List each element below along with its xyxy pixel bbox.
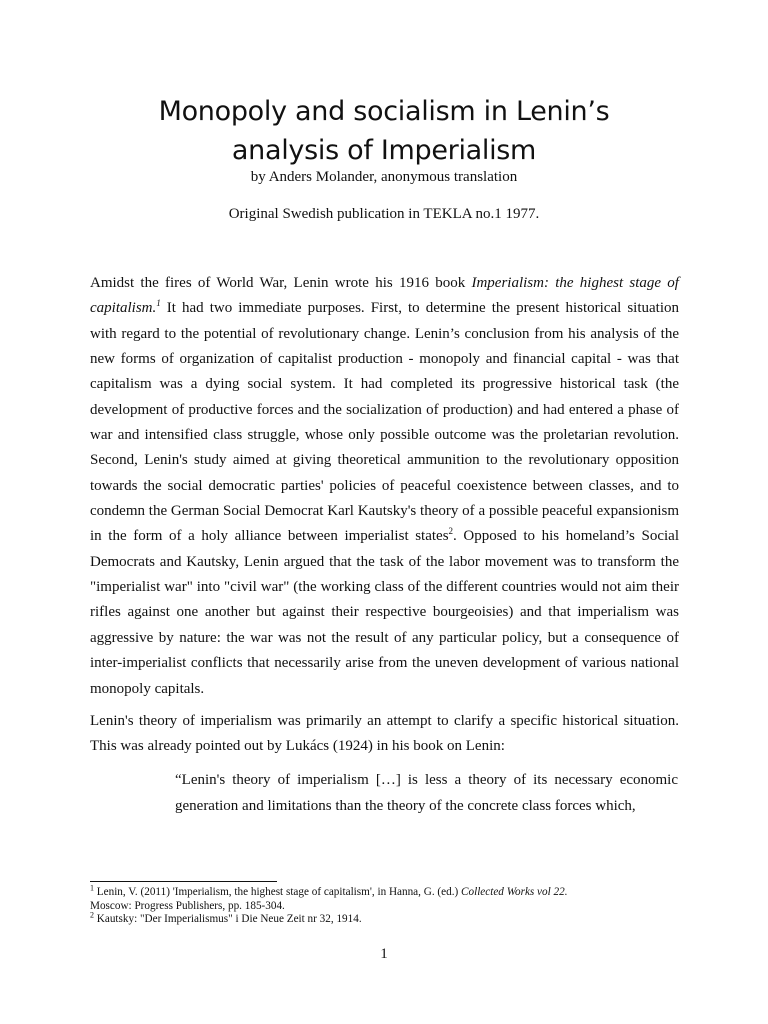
footnote-separator [90, 881, 277, 882]
page-number: 1 [380, 946, 388, 962]
footnotes [90, 883, 690, 927]
title-line-1: Monopoly and socialism in Lenin’s [158, 96, 610, 127]
original-publication-note: Original Swedish publication in TEKLA no.1 1977. [228, 206, 540, 222]
footnote-1-marker: 1 [90, 883, 94, 893]
paragraph-1-body-b: . Opposed to his homeland’s Social Democrats and Kautsky, Lenin argued that the task of the labor movement was to transform the "imperialist war" into "civil war" (the working class of the different countries would not aim their rifles against one another but against their respective bourgeoisies) and that imperialism was aggressive by nature: the war was not the result of any particular policy, but a consequence of inter-imperialist conflicts that necessarily arise from the uneven development of various national monopoly capitals. [90, 528, 679, 697]
paragraph-1 [90, 271, 679, 702]
byline: by Anders Molander, anonymous translation [250, 169, 518, 185]
footnote-1: $^1$ Lenin, V. (2011) 'Imperialism, the highest stage of capitalism', in Hanna, G. (ed.) Collected Works vol 22. Moscow: Progress Publishers, pp. 185-304. [90, 883, 568, 912]
book-title: Imperialism: the highest stage of capitalism. [90, 275, 679, 317]
footnote-ref-1[interactable]: 1 [156, 298, 161, 309]
footnote-ref-2[interactable]: 2 [448, 526, 454, 537]
paragraph-1-body-a: It had two immediate purposes. First, to determine the present historical situation with regard to the potential of revolutionary change. Lenin’s conclusion from his analysis of the new forms of organization of capitalist production - monopoly and financial capital - was that capitalism was a dying social system. It had completed its progressive historical task (the development of productive forces and the socialization of production) and had entered a phase of war and intensified class struggle, whose only possible outcome was the proletarian revolution. Second, Lenin's study aimed at giving theoretical ammunition to the revolutionary opposition towards the social democratic parties' policies of peaceful coexistence between classes, and to condemn the German Social Democrat Karl Kautsky's theory of a possible peaceful expansionism in the form of a holy alliance between imperialist states [90, 300, 679, 545]
paragraph-1-intro: Amidst the fires of World War, Lenin wrote his 1916 book [90, 275, 472, 291]
footnote-2-marker: 2 [90, 910, 94, 920]
paragraph-2: Lenin's theory of imperialism was primarily an attempt to clarify a specific historical situation. This was already pointed out by Lukács (1924) in his book on Lenin: [90, 713, 679, 755]
title-line-2: analysis of Imperialism [231, 135, 537, 166]
block-quote: “Lenin's theory of imperialism […] is less a theory of its necessary economic generation and limitations than the theory of the concrete class forces which, [175, 772, 678, 814]
footnote-1-italic: Collected Works vol 22. [461, 886, 568, 898]
footnote-2: $^2$ Kautsky: "Der Imperialismus" i Die Neue Zeit nr 32, 1914. [90, 910, 362, 926]
